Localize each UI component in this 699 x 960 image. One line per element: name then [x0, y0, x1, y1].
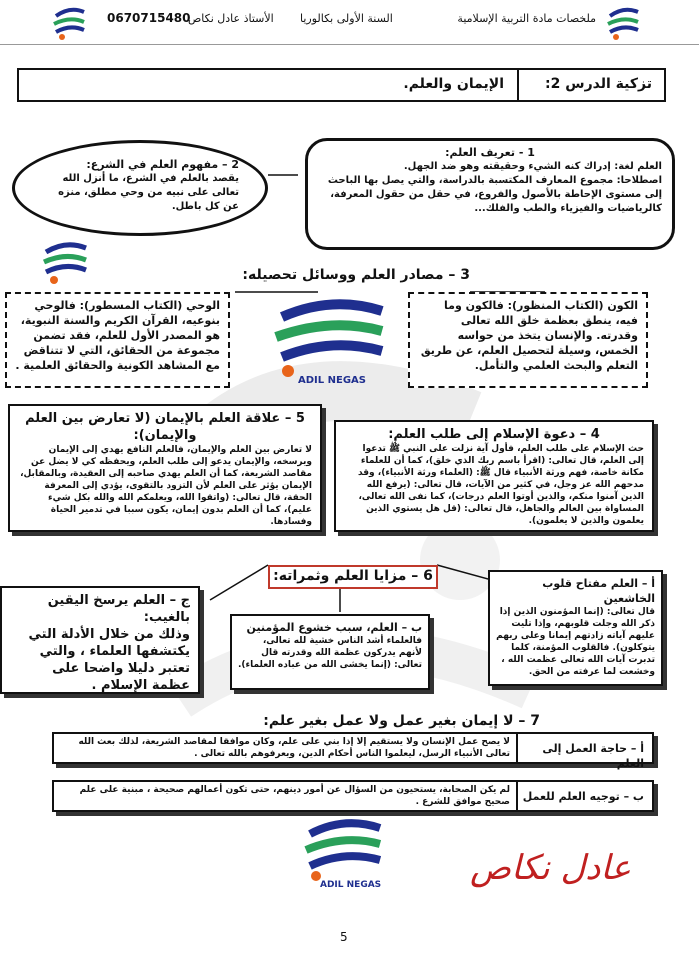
row-1-label: أ – حاجة العمل إلى العلم — [542, 742, 644, 770]
lesson-title: الإيمان والعلم. — [403, 76, 504, 92]
header-summary: ملخصات مادة التربية الإسلامية — [457, 12, 596, 25]
call-text: حث الإسلام على طلب العلم، فأول آية نزلت على النبي ﷺ تدعوا إلى العلم، قال تعالى: (اقرأ باسم ربك الذي خلق)، كما أن للعلماء مكانة خاصة، فهم ورثة الأنبياء قال ﷺ: (العلماء ورثة الأنبياء)، وقد مدحهم الله عز وجل، في كثير من الآيات، قال تعالى: (يرفع الله الذين آمنوا منكم، والذين أوتوا العلم درجات)، كما نفى الله تعالى، المساواة بين العالم والجاهل، قال تعالى: (قل هل يستوي الذين يعلمون والذين لا يعلمون). — [357, 444, 644, 526]
concept-oval — [12, 140, 268, 236]
header-teacher: الأستاذ عادل نكاص — [188, 12, 274, 25]
sources-revelation-text: الوحي (الكتاب المسطور): فالوحي بنوعيه، القرآن الكريم والسنة النبوية، هو المصدر الأول للعلم، فقد تضمن مجموعة من الحقائق، التي لا تتناقض مع المشاهد الكونية والحقائق العلمية . — [15, 299, 220, 372]
no-faith-row-2 — [52, 780, 654, 812]
definition-line-2: اصطلاحا: مجموع المعارف المكتسبة بالدراسة، والتي يصل بها الباحث — [327, 175, 662, 186]
benefit-c-text: وذلك من خلال الأدلة التي يكتشفها العلماء ، والتي تعتبر دليلا واضحا على عظمة الإسلام . — [28, 627, 190, 693]
center-logo-icon — [262, 295, 392, 377]
definition-box — [305, 138, 675, 250]
call-heading: 4 – دعوة الإسلام إلى طلب العلم: — [388, 427, 600, 442]
call-box — [334, 420, 654, 532]
title-divider — [517, 70, 519, 100]
center-logo-text: ADIL NEGAS — [298, 375, 366, 386]
no-faith-row-1 — [52, 732, 654, 770]
title-bar — [17, 68, 666, 102]
row-1-text: لا يصح عمل الإنسان ولا يستقيم إلا إذا بني على علم، وكان موافقا لمقاصد الشريعة، لذلك بعث الله تعالى الأنبياء الرسل، ليعلموا الناس أحكام الدين، ويعرفوهم بالله تعالى . — [78, 737, 510, 759]
definition-line-3: إلى مستوى الإحاطة بالأصول والفروع، في حقل من حقول المعرفة، — [330, 189, 662, 200]
definition-heading: 1 - تعريف العلم: — [445, 146, 535, 159]
relation-text: لا تعارض بين العلم والإيمان، فالعلم النافع يهدي إلى الإيمان ويرسخه، والإيمان يدعو إلى طلب العلم، ويحفظه كي لا يضل عن مقاصد الشريعة، كما أن العلم يهدي صاحبه إلى العقيدة، وبالمقابل، الإيمان يؤثر على العلم لأن التزود بالتقوى، يؤدي إلى المعرفة الحقة، قال تعالى: (واتقوا الله، ويعلمكم الله والله بكل شيء عليم)، كما أن العلم بدون إيمان، يكون سببا في تدمير الحياة وفسادها. — [20, 445, 312, 527]
page-number: 5 — [340, 930, 348, 944]
header-grade: السنة الأولى بكالوريا — [300, 12, 393, 25]
definition-line-1: العلم لغة: إدراك كنه الشيء وحقيقته وهو ضد الجهل. — [403, 161, 662, 172]
relation-heading: 5 – علاقة العلم بالإيمان (لا تعارض بين العلم والإيمان): — [25, 411, 305, 443]
sources-revelation-box — [5, 292, 230, 388]
benefit-c-title: ج – العلم يرسخ اليقين بالغيب: — [47, 593, 190, 625]
concept-text: يقصد بالعلم في الشرع، ما أنزل الله تعالى على نبيه من وحي مطلق، منزه عن كل باطل. — [58, 173, 239, 212]
benefit-a-title: أ – العلم مفتاح قلوب الخاشعين — [542, 577, 655, 605]
benefit-c-box — [0, 586, 200, 694]
signature: عادل نكاص — [470, 848, 632, 888]
sources-universe-box — [408, 292, 648, 388]
benefit-a-text: قال تعالى: (إنما المؤمنون الذين إذا ذكر الله وجلت قلوبهم، وإذا تليت عليهم آياته زادتهم إيمانا وعلى ربهم يتوكلون). فالقلوب المؤمنة، كلما تدبرت آيات الله تعالى عظمت الله ، وخشعت لما عرفته من الحق. — [496, 607, 655, 677]
relation-box — [8, 404, 322, 532]
sources-universe-text: الكون (الكتاب المنظور): فالكون وما فيه، ينطق بعظمة خلق الله تعالى وقدرته. والإنسان يتخذ من حواسه الخمس، وسيلة لتحصيل العلم، عن طريق التعلم والبحث العلمي والتأمل. — [420, 299, 638, 372]
lesson-label: تزكية الدرس 2: — [545, 76, 652, 92]
page-header — [0, 0, 699, 50]
footer-logo-icon — [296, 816, 386, 882]
benefits-heading: 6 – مزايا العلم وثمراته: — [268, 565, 438, 589]
row-2-text: لم يكن الصحابة، يستحيون من السؤال عن أمور دينهم، حتى تكون أعمالهم صحيحة ، مبنية على علم صحيح موافق للشرع . — [79, 785, 510, 807]
concept-heading: 2 – مفهوم العلم في الشرع: — [86, 158, 239, 171]
definition-line-4: كالرياضيات والفيزياء والطب والفلك... — [474, 203, 662, 214]
small-logo-icon — [40, 238, 90, 288]
header-divider — [0, 44, 699, 45]
benefit-b-title: ب – العلم، سبب خشوع المؤمنين — [246, 621, 422, 634]
footer-logo-text: ADIL NEGAS — [320, 880, 382, 890]
no-faith-heading: 7 – لا إيمان بغير عمل ولا عمل بغير علم: — [263, 713, 540, 729]
header-phone: 0670715480 — [107, 11, 191, 25]
center-logo — [262, 295, 392, 395]
sources-heading: 3 – مصادر العلم ووسائل تحصيله: — [242, 267, 470, 283]
row-2-label: ب – توجيه العلم للعمل — [522, 790, 644, 803]
benefit-b-box — [230, 614, 430, 690]
benefit-b-text: فالعلماء أشد الناس خشية لله تعالى، لأنهم يدركون عظمة الله وقدرته قال تعالى: (إنما يخشى الله من عباده العلماء). — [237, 636, 422, 670]
brand-logo-icon — [52, 4, 86, 40]
footer-logo — [296, 816, 386, 896]
brand-logo-icon-right — [606, 4, 640, 40]
benefit-a-box — [488, 570, 663, 686]
